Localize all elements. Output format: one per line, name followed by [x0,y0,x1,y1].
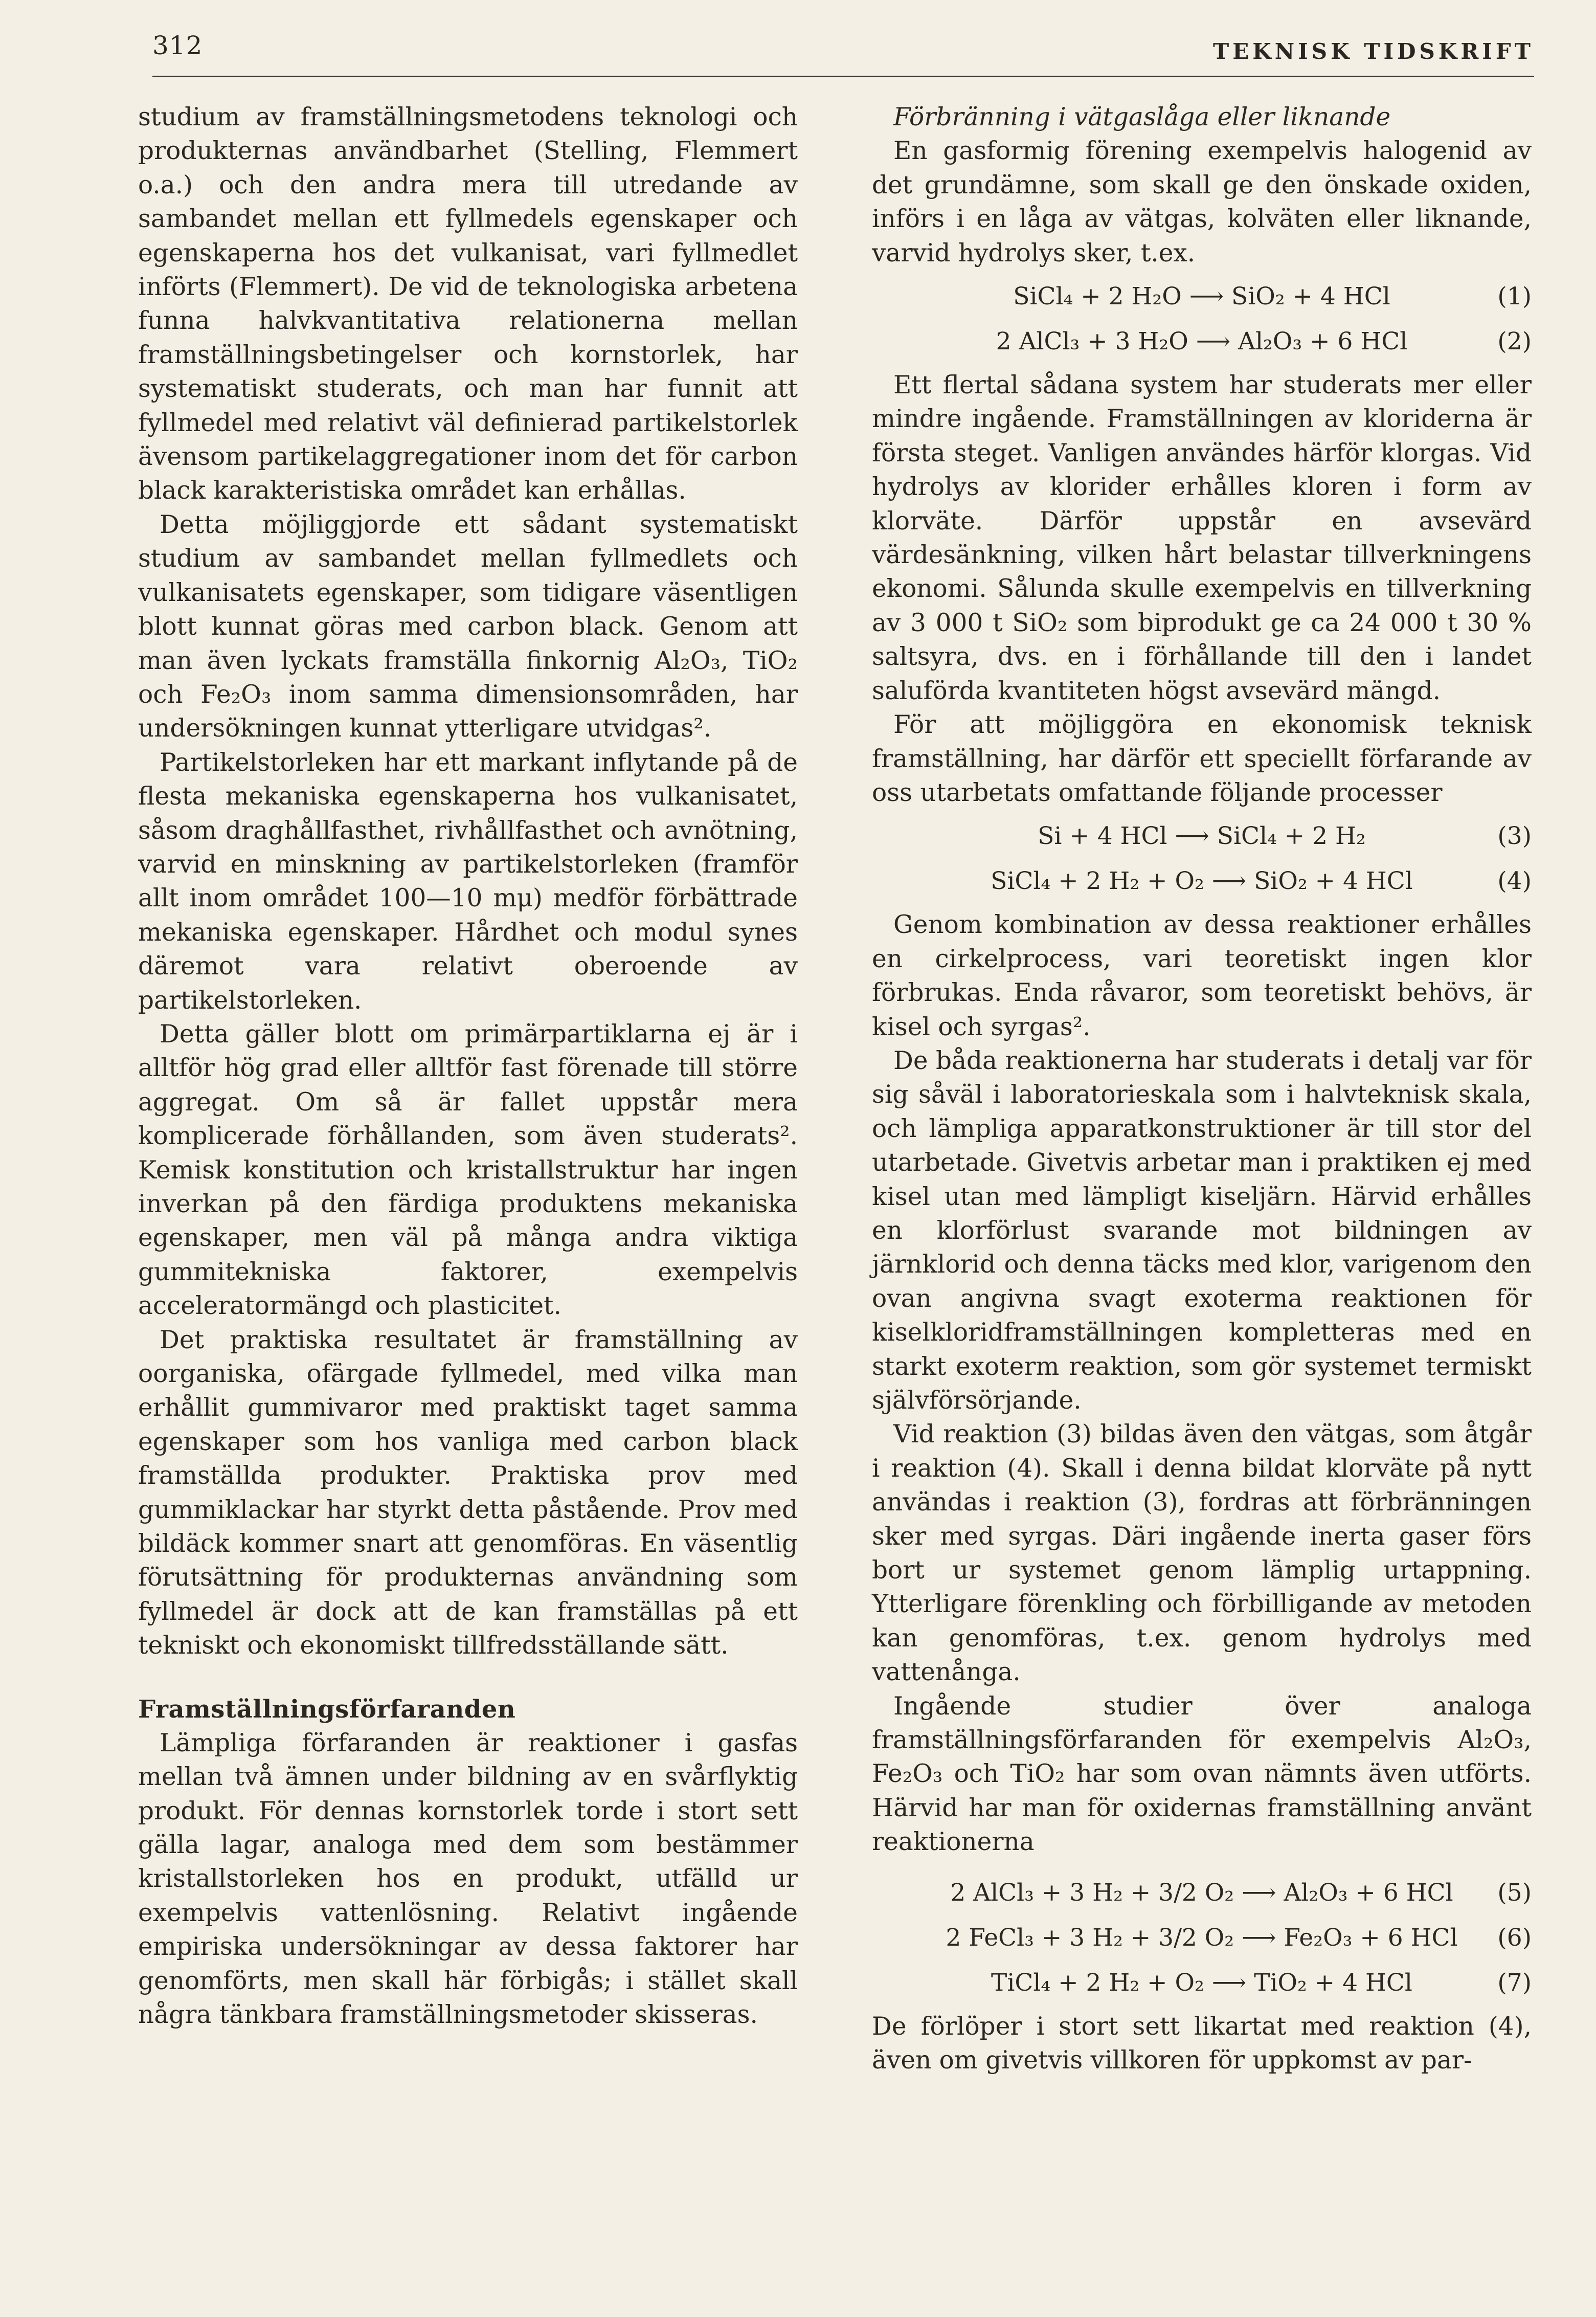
equation-7 [872,1960,1532,2006]
paragraph: En gasformig förening exempelvis halogenid av det grundämne, som skall ge den önskade oxiden, införs i en låga av vätgas, kolväten eller liknande, varvid hydrolys sker, t.ex. [872,137,1532,268]
paragraph: De båda reaktionerna har studerats i detalj var för sig såväl i laboratorieskala som i halvteknisk skala, och lämpliga apparatkonstruktioner är till stor del utarbetade. Givetvis arbetar man i praktiken ej med kisel utan med lämpligt kiseljärn. Härvid erhålles en klorförlust svarande mot bildningen av järnklorid och denna täcks med klor, varigenom den ovan angivna svagt exoterma reaktionen för kiselkloridframställningen kompletteras med en starkt exoterm reaktion, som gör systemet termiskt självförsörjande. [872,1046,1532,1415]
paragraph: Vid reaktion (3) bildas även den vätgas, som åtgår i reaktion (4). Skall i denna bildat klorväte på nytt användas i reaktion (3), fordras att förbränningen sker med syrgas. Däri ingående inerta gaser förs bort ur systemet genom lämplig urtappning. Ytterligare förenkling och förbilligande av metoden kan genomföras, t.ex. genom hydrolys med vattenånga. [872,1420,1532,1687]
equation-6 [872,1915,1532,1960]
right-column [872,100,1532,2078]
paragraph: Lämpliga förfaranden är reaktioner i gasfas mellan två ämnen under bildning av en svårflyktig produkt. För dennas kornstorlek torde i stort sett gälla lagar, analoga med dem som bestämmer kristallstorleken hos en produkt, utfälld ur exempelvis vattenlösning. Relativt ingående empiriska undersökningar av dessa faktorer har genomförts, men skall här förbigås; i stället skall några tänkbara framställningsmetoder skisseras. [138,1728,798,2029]
equation-number: (1) [1497,282,1532,311]
equation-4 [872,859,1532,904]
paragraph: studium av framställningsmetodens teknologi och produkternas användbarhet (Stelling, Flemmert o.a.) och den andra mera till utredande av sambandet mellan ett fyllmedels egenskaper och egenskaperna hos det vulkanisat, vari fyllmedlet införts (Flemmert). De vid de teknologiska arbetena funna halvkvantitativa relationerna mellan framställningsbetingelser och kornstorlek, har systematiskt studerats, och man har funnit att fyllmedel med relativt väl definierad partikelstorlek ävensom partikelaggregationer inom det för carbon black karakteristiska området kan erhållas. [138,103,798,505]
equation-group [872,814,1532,904]
equation-formula: TiCl₄ + 2 H₂ + O₂ ⟶ TiO₂ + 4 HCl [991,1968,1412,1997]
subsection-heading: Förbränning i vätgaslåga eller liknande [893,103,1391,131]
equation-number: (7) [1497,1968,1532,1997]
journal-title: TEKNISK TIDSKRIFT [1212,39,1534,64]
equation-group [872,1870,1532,2006]
paragraph: Det praktiska resultatet är framställning av oorganiska, ofärgade fyllmedel, med vilka man erhållit gummivaror med praktiskt taget samma egenskaper som hos vanliga med carbon black framställda produkter. Praktiska prov med gummiklackar har styrkt detta påstående. Prov med bildäck kommer snart att genomföras. En väsentlig förutsättning för produkternas användning som fyllmedel är dock att de kan framställas på ett tekniskt och ekonomiskt tillfredsställande sätt. [138,1325,798,1660]
paragraph: Genom kombination av dessa reaktioner erhålles en cirkelprocess, vari teoretiskt ingen klor förbrukas. Enda råvaror, som teoretiskt behövs, är kisel och syrgas². [872,910,1532,1041]
equation-number: (5) [1497,1878,1532,1907]
equation-number: (2) [1497,327,1532,356]
paragraph: För att möjliggöra en ekonomisk teknisk framställning, har därför ett speciellt förfarande av oss utarbetats omfattande följande processer [872,710,1532,807]
paragraph: Detta gäller blott om primärpartiklarna ej är i alltför hög grad eller alltför fast förenade till större aggregat. Om så är fallet uppstår mera komplicerade förhållanden, som även studerats². Kemisk konstitution och kristallstruktur har ingen inverkan på den färdiga produktens mekaniska egenskaper, men väl på många andra viktiga gummitekniska faktorer, exempelvis acceleratormängd och plasticitet. [138,1019,798,1321]
equation-number: (3) [1497,822,1532,851]
equation-formula: 2 FeCl₃ + 3 H₂ + 3/2 O₂ ⟶ Fe₂O₃ + 6 HCl [946,1923,1458,1952]
paragraph: Detta möjliggjorde ett sådant systematiskt studium av sambandet mellan fyllmedlets och vulkanisatets egenskaper, som tidigare väsentligen blott kunnat göras med carbon black. Genom att man även lyckats framställa finkornig Al₂O₃, TiO₂ och Fe₂O₃ inom samma dimensionsområden, har undersökningen kunnat ytterligare utvidgas². [138,510,798,743]
paragraph: Ett flertal sådana system har studerats mer eller mindre ingående. Framställningen av kloriderna är första steget. Vanligen användes härför klorgas. Vid hydrolys av klorider erhålles kloren i form av klorväte. Därför uppstår en avsevärd värdesänkning, vilken hårt belastar tillverkningens ekonomi. Sålunda skulle exempelvis en tillverkning av 3 000 t SiO₂ som biprodukt ge ca 24 000 t 30 % saltsyra, dvs. en i förhållande till den i landet saluförda kvantiteten högst avsevärd mängd. [872,371,1532,705]
equation-formula: 2 AlCl₃ + 3 H₂ + 3/2 O₂ ⟶ Al₂O₃ + 6 HCl [950,1878,1453,1907]
equation-formula: SiCl₄ + 2 H₂ + O₂ ⟶ SiO₂ + 4 HCl [991,867,1413,896]
equation-2 [872,319,1532,364]
equation-3 [872,814,1532,859]
section-heading: Framställningsförfaranden [138,1695,516,1724]
equation-5 [872,1870,1532,1915]
header-rule [152,76,1534,77]
left-column [138,100,798,2032]
equation-formula: Si + 4 HCl ⟶ SiCl₄ + 2 H₂ [1038,822,1366,851]
paragraph: Ingående studier över analoga framställningsförfaranden för exempelvis Al₂O₃, Fe₂O₃ och TiO₂ har som ovan nämnts även utförts. Härvid har man för oxidernas framställning använt reaktionerna [872,1691,1532,1857]
equation-formula: 2 AlCl₃ + 3 H₂O ⟶ Al₂O₃ + 6 HCl [996,327,1408,356]
equation-formula: SiCl₄ + 2 H₂O ⟶ SiO₂ + 4 HCl [1013,282,1390,311]
equation-group [872,274,1532,364]
equation-1 [872,274,1532,319]
page-number: 312 [152,31,203,60]
equation-number: (4) [1497,867,1532,896]
paragraph: Partikelstorleken har ett markant inflytande på de flesta mekaniska egenskaperna hos vulkanisatet, såsom draghållfasthet, rivhållfasthet och avnötning, varvid en minskning av partikelstorleken (framför allt inom området 100—10 mμ) medför förbättrade mekaniska egenskaper. Hårdhet och modul synes däremot vara relativt oberoende av partikelstorleken. [138,748,798,1015]
paragraph: De förlöper i stort sett likartat med reaktion (4), även om givetvis villkoren för uppkomst av par- [872,2012,1532,2075]
equation-number: (6) [1497,1923,1532,1952]
